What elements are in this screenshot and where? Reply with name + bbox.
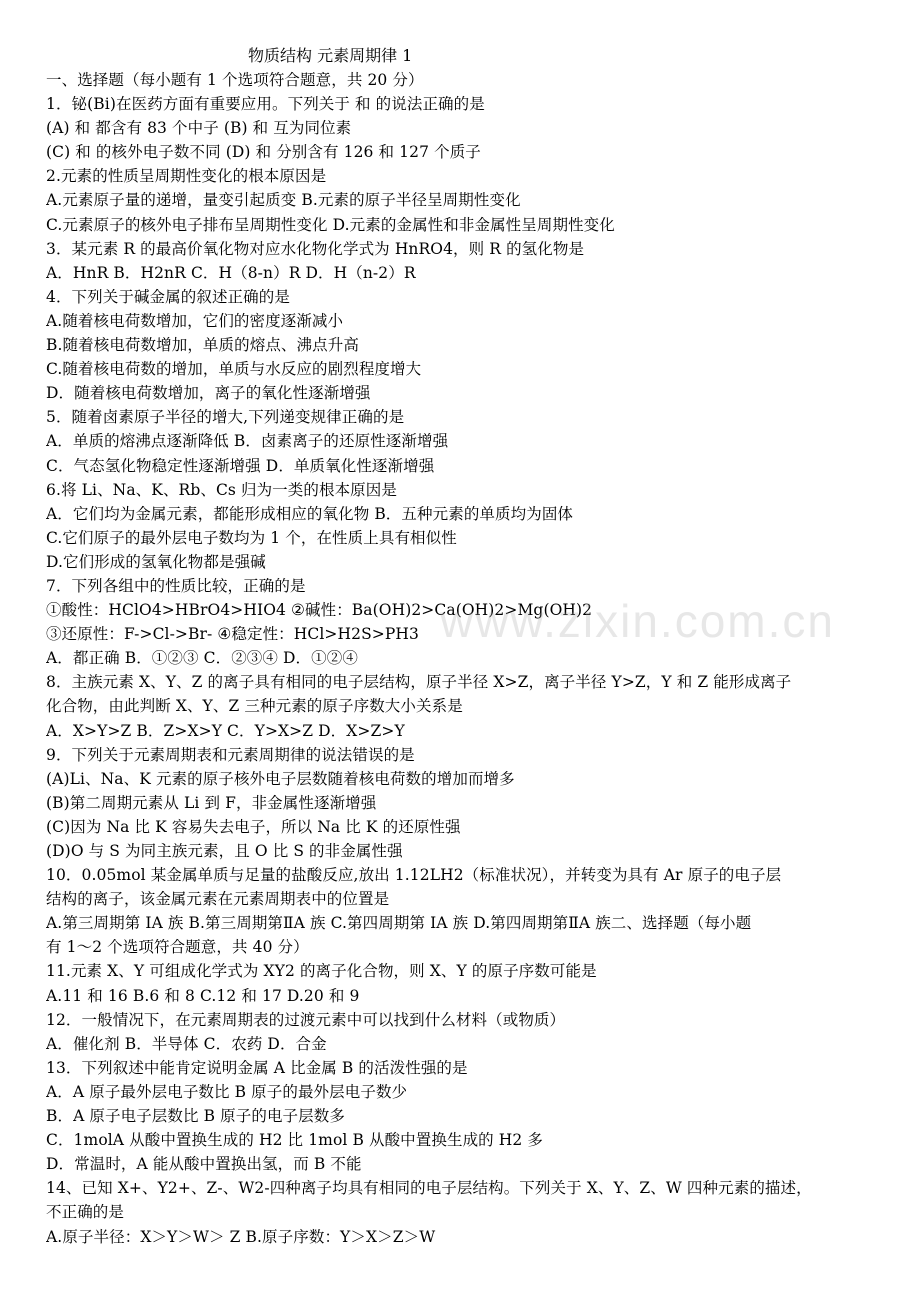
document-page <box>46 44 886 1249</box>
text-line: A．催化剂 B．半导体 C．农药 D．合金 <box>46 1034 327 1053</box>
text-line: 3．某元素 R 的最高价氧化物对应水化物化学式为 HnRO4，则 R 的氢化物是 <box>46 239 585 258</box>
text-line: 8．主族元素 X、Y、Z 的离子具有相同的电子层结构，原子半径 X>Z，离子半径 Y>Z，Y 和 Z 能形成离子 <box>46 673 792 692</box>
text-line: ③还原性：F->Cl->Br- ④稳定性：HCl>H2S>PH3 <box>46 625 419 644</box>
text-line: 2.元素的性质呈周期性变化的根本原因是 <box>46 167 327 186</box>
text-line: C．气态氢化物稳定性逐渐增强 D．单质氧化性逐渐增强 <box>46 456 435 475</box>
text-line: 12．一般情况下，在元素周期表的过渡元素中可以找到什么材料（或物质） <box>46 1010 566 1029</box>
text-line: C.随着核电荷数的增加，单质与水反应的剧烈程度增大 <box>46 360 422 379</box>
watermark: www.zixin.com.cn <box>440 595 835 647</box>
text-line: A．它们均为金属元素，都能形成相应的氧化物 B．五种元素的单质均为固体 <box>46 504 574 523</box>
text-line: 10．0.05mol 某金属单质与足量的盐酸反应,放出 1.12LH2（标准状况），并转变为具有 Ar 原子的电子层 <box>46 866 782 885</box>
text-line: A.第三周期第 IA 族 B.第三周期第ⅡA 族 C.第四周期第 IA 族 D.第四周期第ⅡA 族二、选择题（每小题 <box>46 914 752 933</box>
text-line: 13．下列叙述中能肯定说明金属 A 比金属 B 的活泼性强的是 <box>46 1058 468 1077</box>
text-line: A．HnR B．H2nR C．H（8-n）R D．H（n-2）R <box>46 263 416 282</box>
text-line: A．单质的熔沸点逐渐降低 B．卤素离子的还原性逐渐增强 <box>46 432 449 451</box>
text-line: B．A 原子电子层数比 B 原子的电子层数多 <box>46 1107 345 1126</box>
text-line: 11.元素 X、Y 可组成化学式为 XY2 的离子化合物，则 X、Y 的原子序数可能是 <box>46 962 597 981</box>
document-body <box>46 68 886 1249</box>
text-line: 14、已知 X+、Y2+、Z-、W2-四种离子均具有相同的电子层结构。下列关于 X、Y、Z、W 四种元素的描述， <box>46 1179 812 1198</box>
text-line: 6.将 Li、Na、K、Rb、Cs 归为一类的根本原因是 <box>46 480 397 499</box>
text-line: (A)Li、Na、K 元素的原子核外电子层数随着核电荷数的增加而增多 <box>46 769 515 788</box>
text-line: (A) 和 都含有 83 个中子 (B) 和 互为同位素 <box>46 119 352 138</box>
text-line: 结构的离子，该金属元素在元素周期表中的位置是 <box>46 890 390 909</box>
text-line: 不正确的是 <box>46 1203 125 1222</box>
text-line: 1．铋(Bi)在医药方面有重要应用。下列关于 和 的说法正确的是 <box>46 95 485 114</box>
text-line: ①酸性：HClO4>HBrO4>HIO4 ②碱性：Ba(OH)2>Ca(OH)2>Mg(OH)2 <box>46 601 593 620</box>
document-title: 物质结构 元素周期律 1 <box>248 46 413 65</box>
text-line: (B)第二周期元素从 Li 到 F，非金属性逐渐增强 <box>46 793 377 812</box>
text-line: C．1molA 从酸中置换生成的 H2 比 1mol B 从酸中置换生成的 H2 多 <box>46 1131 544 1150</box>
text-line: 有 1～2 个选项符合题意，共 40 分） <box>46 938 309 957</box>
text-line: A.元素原子量的递增，量变引起质变 B.元素的原子半径呈周期性变化 <box>46 191 521 210</box>
text-line: C.它们原子的最外层电子数均为 1 个，在性质上具有相似性 <box>46 528 457 547</box>
text-line: A．X>Y>Z B．Z>X>Y C．Y>X>Z D．X>Z>Y <box>46 721 405 740</box>
text-line: B.随着核电荷数增加，单质的熔点、沸点升高 <box>46 336 359 355</box>
text-line: 5．随着卤素原子半径的增大,下列递变规律正确的是 <box>46 408 405 427</box>
text-line: C.元素原子的核外电子排布呈周期性变化 D.元素的金属性和非金属性呈周期性变化 <box>46 215 615 234</box>
text-line: 9．下列关于元素周期表和元素周期律的说法错误的是 <box>46 745 415 764</box>
text-line: A.11 和 16 B.6 和 8 C.12 和 17 D.20 和 9 <box>46 986 360 1005</box>
text-line: A．A 原子最外层电子数比 B 原子的最外层电子数少 <box>46 1082 408 1101</box>
text-line: 一、选择题（每小题有 1 个选项符合题意，共 20 分） <box>46 71 424 89</box>
text-line: 4．下列关于碱金属的叙述正确的是 <box>46 287 290 306</box>
text-line: (C) 和 的核外电子数不同 (D) 和 分别含有 126 和 127 个质子 <box>46 143 481 162</box>
text-line: D.它们形成的氢氧化物都是强碱 <box>46 552 266 571</box>
text-line: A.原子半径：X＞Y＞W＞ Z B.原子序数：Y＞X＞Z＞W <box>46 1227 436 1246</box>
text-line: D．随着核电荷数增加，离子的氧化性逐渐增强 <box>46 384 371 403</box>
text-line: A．都正确 B．①②③ C．②③④ D．①②④ <box>46 649 358 668</box>
text-line: A.随着核电荷数增加，它们的密度逐渐减小 <box>46 311 344 330</box>
text-line: (D)O 与 S 为同主族元素，且 O 比 S 的非金属性强 <box>46 842 403 860</box>
text-line: 7．下列各组中的性质比较，正确的是 <box>46 576 306 595</box>
text-line: 化合物，由此判断 X、Y、Z 三种元素的原子序数大小关系是 <box>46 697 463 716</box>
text-line: D．常温时，A 能从酸中置换出氢，而 B 不能 <box>46 1155 362 1174</box>
text-line: (C)因为 Na 比 K 容易失去电子，所以 Na 比 K 的还原性强 <box>46 817 461 836</box>
